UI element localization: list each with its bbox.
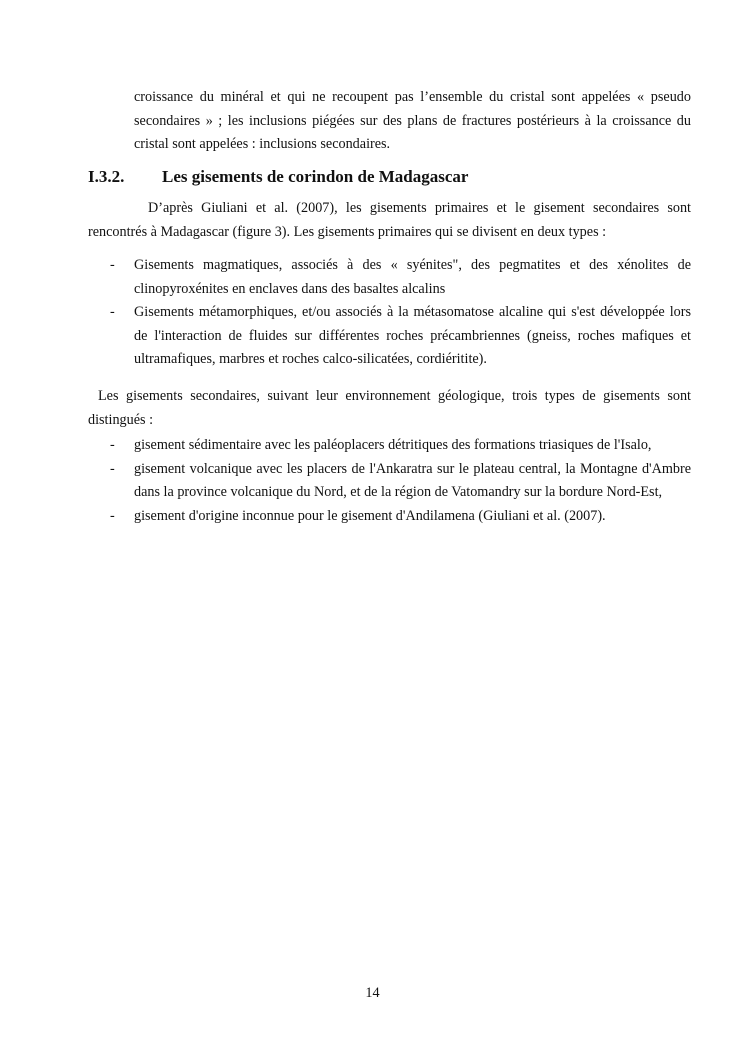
list-item-text: gisement volcanique avec les placers de l'Ankaratra sur le plateau central, la Montagne d'Ambre dans la province volcanique du Nord, et de la région de Vatomandry sur la bordure Nord-Est,: [134, 460, 691, 501]
section-heading: [88, 164, 691, 190]
list-item: [88, 301, 691, 372]
list-dash: -: [110, 507, 115, 524]
list-item: [88, 458, 691, 505]
secondary-deposits-list: [88, 434, 691, 528]
list-dash: -: [110, 460, 115, 477]
primary-deposits-list: [88, 254, 691, 372]
list-item-text: gisement d'origine inconnue pour le gisement d'Andilamena (Giuliani et al. (2007).: [134, 507, 606, 524]
list-item-text: gisement sédimentaire avec les paléoplacers détritiques des formations triasiques de l'Isalo,: [134, 437, 652, 453]
secondary-intro-paragraph: Les gisements secondaires, suivant leur environnement géologique, trois types de gisements sont distingués :: [88, 388, 691, 428]
intro-paragraph: D’après Giuliani et al. (2007), les gisements primaires et le gisement secondaires sont rencontrés à Madagascar (figure 3). Les gisements primaires qui se divisent en deux types :: [88, 200, 691, 240]
list-dash: -: [110, 257, 115, 273]
list-item: [88, 254, 691, 301]
section-number: I.3.2.: [88, 167, 125, 186]
section-title: Les gisements de corindon de Madagascar: [162, 167, 469, 186]
page-number: 14: [365, 985, 380, 1001]
list-item: [88, 505, 691, 529]
list-dash: -: [110, 437, 115, 453]
list-item: [88, 434, 691, 458]
list-item-text: Gisements magmatiques, associés à des « syénites", des pegmatites et des xénolites de clinopyroxénites en enclaves dans des basaltes alcalins: [134, 257, 691, 297]
continuation-paragraph: croissance du minéral et qui ne recoupent pas l’ensemble du cristal sont appelées « pseudo secondaires » ; les inclusions piégées sur des plans de fractures postérieurs à la croissance du cristal sont appelées : inclusions secondaires.: [134, 89, 691, 153]
list-item-text: Gisements métamorphiques, et/ou associés à la métasomatose alcaline qui s'est développée lors de l'interaction de fluides sur différentes roches précambriennes (gneiss, roches mafiques et ultramafiques, marbres et roches calco-silicatées, cordiéritite).: [134, 304, 691, 368]
list-dash: -: [110, 304, 115, 321]
